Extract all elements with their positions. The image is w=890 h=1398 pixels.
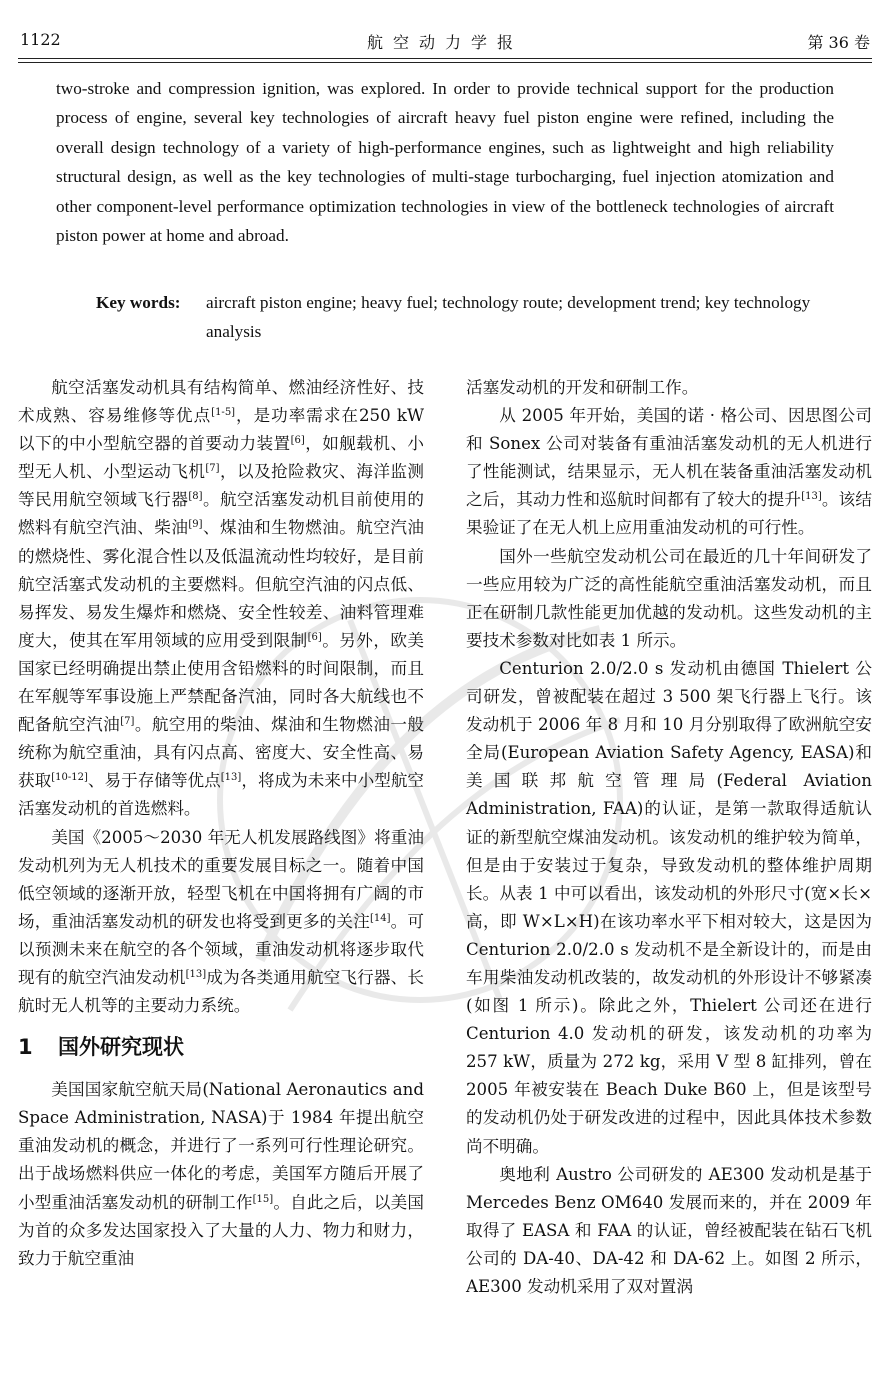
abstract-text: two-stroke and compression ignition, was explored. In order to provide technical support for the production process of engine, several key technologies of aircraft heavy fuel piston engine were refined, including the overall design technology of a variety of high-performance engines, such as lightweight and high reliability structural design, as well as the key technologies of multi-stage turbocharging, fuel injection atomization and other component-level performance optimization technologies in view of the bottleneck technologies of aircraft piston power at home and abroad. xyxy=(56,79,834,246)
paragraph: 国外一些航空发动机公司在最近的几十年间研发了一些应用较为广泛的高性能航空重油活塞发动机，而且正在研制几款性能更加优越的发动机。这些发动机的主要技术参数对比如表 1 所示。 xyxy=(466,546,872,650)
paragraph: Centurion 2.0/2.0 s 发动机由德国 Thielert 公司研发，曾被配装在超过 3 500 架飞行器上飞行。该发动机于 2006 年 8 月和 10 月分别取得了欧洲航空安全局(European Aviation Safety Agency, EASA)和美国联邦航空管理局(Federal Aviation Administration, FAA)的认证，是第一款取得适航认证的新型航空煤油发动机。该发动机的维护较为简单，但是由于安装过于复杂，导致发动机的整体维护周期长。从表 1 中可以看出，该发动机的外形尺寸(宽×长×高，即 W×L×H)在该功率水平下相对较大，这是因为 Centurion 2.0/2.0 s 发动机不是全新设计的，而是由车用柴油发动机改装的，故发动机的外形设计不够紧凑(如图 1 所示)。除此之外，Thielert 公司还在进行 Centurion 4.0 发动机的研发，该发动机的功率为 257 kW，质量为 272 kg，采用 V 型 8 缸排列，曾在 2005 年被安装在 Beach Duke B60 上，但是该型号的发动机仍处于研发改进的过程中，因此具体技术参数尚不明确。 xyxy=(466,658,872,1156)
citation: [7] xyxy=(120,716,135,728)
paragraph: 从 2005 年开始，美国的诺 · 格公司、因思图公司和 Sonex 公司对装备有重油活塞发动机的无人机进行了性能测试，结果显示，无人机在装备重油活塞发动机之后，其动力性和巡航时间都有了较大的提升[13]。该结果验证了在无人机上应用重油发动机的可行性。 xyxy=(466,406,873,538)
paragraph: 美国《2005～2030 年无人机发展路线图》将重油发动机列为无人机技术的重要发展目标之一。随着中国低空领域的逐渐开放，轻型飞机在中国将拥有广阔的市场，重油活塞发动机的研发也将受到更多的关注[14]。可以预测未来在航空的各个领域，重油发动机将逐步取代现有的航空汽油发动机[13]成为各类通用航空飞行器、长航时无人机等的主要动力系统。 xyxy=(18,827,425,1016)
citation: [13] xyxy=(801,491,822,503)
header-rule-bottom xyxy=(18,62,872,63)
keywords-label: Key words: xyxy=(96,293,181,312)
citation: [6] xyxy=(290,435,305,447)
keywords-text: aircraft piston engine; heavy fuel; technology route; development trend; key technology analysis xyxy=(206,293,811,342)
page-number: 1122 xyxy=(20,30,61,49)
body-column-left xyxy=(18,374,424,1273)
citation: [7] xyxy=(205,463,220,475)
citation: [14] xyxy=(369,912,391,924)
body-column-right xyxy=(466,374,872,1301)
paragraph-continued: 活塞发动机的开发和研制工作。 xyxy=(466,378,699,397)
citation: [6] xyxy=(307,631,322,643)
volume-label: 第 36 卷 xyxy=(807,33,870,52)
citation: [13] xyxy=(185,968,207,980)
header-rule-top xyxy=(18,58,872,59)
paragraph: 奥地利 Austro 公司研发的 AE300 发动机是基于 Mercedes Benz OM640 发展而来的，并在 2009 年取得了 EASA 和 FAA 的认证，曾经被配装在钻石飞机公司的 DA-40、DA-42 和 DA-62 上。如图 2 所示，AE300 发动机采用了双对置涡 xyxy=(466,1164,872,1296)
paragraph: 航空活塞发动机具有结构简单、燃油经济性好、技术成熟、容易维修等优点[1-5]，是功率需求在250 kW 以下的中小型航空器的首要动力装置[6]，如舰载机、小型无人机、小型运动飞机[7]，以及抢险救灾、海洋监测等民用航空领域飞行器[8]。航空活塞发动机目前使用的燃料有航空汽油、柴油[9]、煤油和生物燃油。航空汽油的燃烧性、雾化混合性以及低温流动性均较好，是目前航空活塞式发动机的主要燃料。但航空汽油的闪点低、易挥发、易发生爆炸和燃烧、安全性较差、油料管理难度大，使其在军用领域的应用受到限制[6]。另外，欧美国家已经明确提出禁止使用含铅燃料的时间限制，而且在军舰等军事设施上严禁配备汽油，同时各大航线也不配备航空汽油[7]。航空用的柴油、煤油和生物燃油一般统称为航空重油，具有闪点高、密度大、安全性高、易获取[10-12]、易于存储等优点[13]，将成为未来中小型航空活塞发动机的首选燃料。 xyxy=(18,378,425,819)
section-heading xyxy=(18,1028,424,1066)
citation: [9] xyxy=(188,519,203,531)
citation: [13] xyxy=(220,772,242,784)
paragraph: 美国国家航空航天局(National Aeronautics and Space Administration, NASA)于 1984 年提出航空重油发动机的概念，并进行了一系列可行性理论研究。出于战场燃料供应一体化的考虑，美国军方随后开展了小型重油活塞发动机的研制工作[15]。自此之后，以美国为首的众多发达国家投入了大量的人力、物力和财力，致力于航空重油 xyxy=(18,1080,425,1268)
running-header xyxy=(18,26,872,58)
citation: [15] xyxy=(252,1193,274,1205)
keywords-block xyxy=(96,288,836,347)
section-number: 1 xyxy=(18,1035,33,1060)
journal-title: 航空动力学报 xyxy=(366,33,523,52)
section-title: 国外研究现状 xyxy=(58,1035,184,1060)
citation: [1-5] xyxy=(211,407,236,419)
citation: [8] xyxy=(188,491,203,503)
citation: [10-12] xyxy=(51,772,88,784)
